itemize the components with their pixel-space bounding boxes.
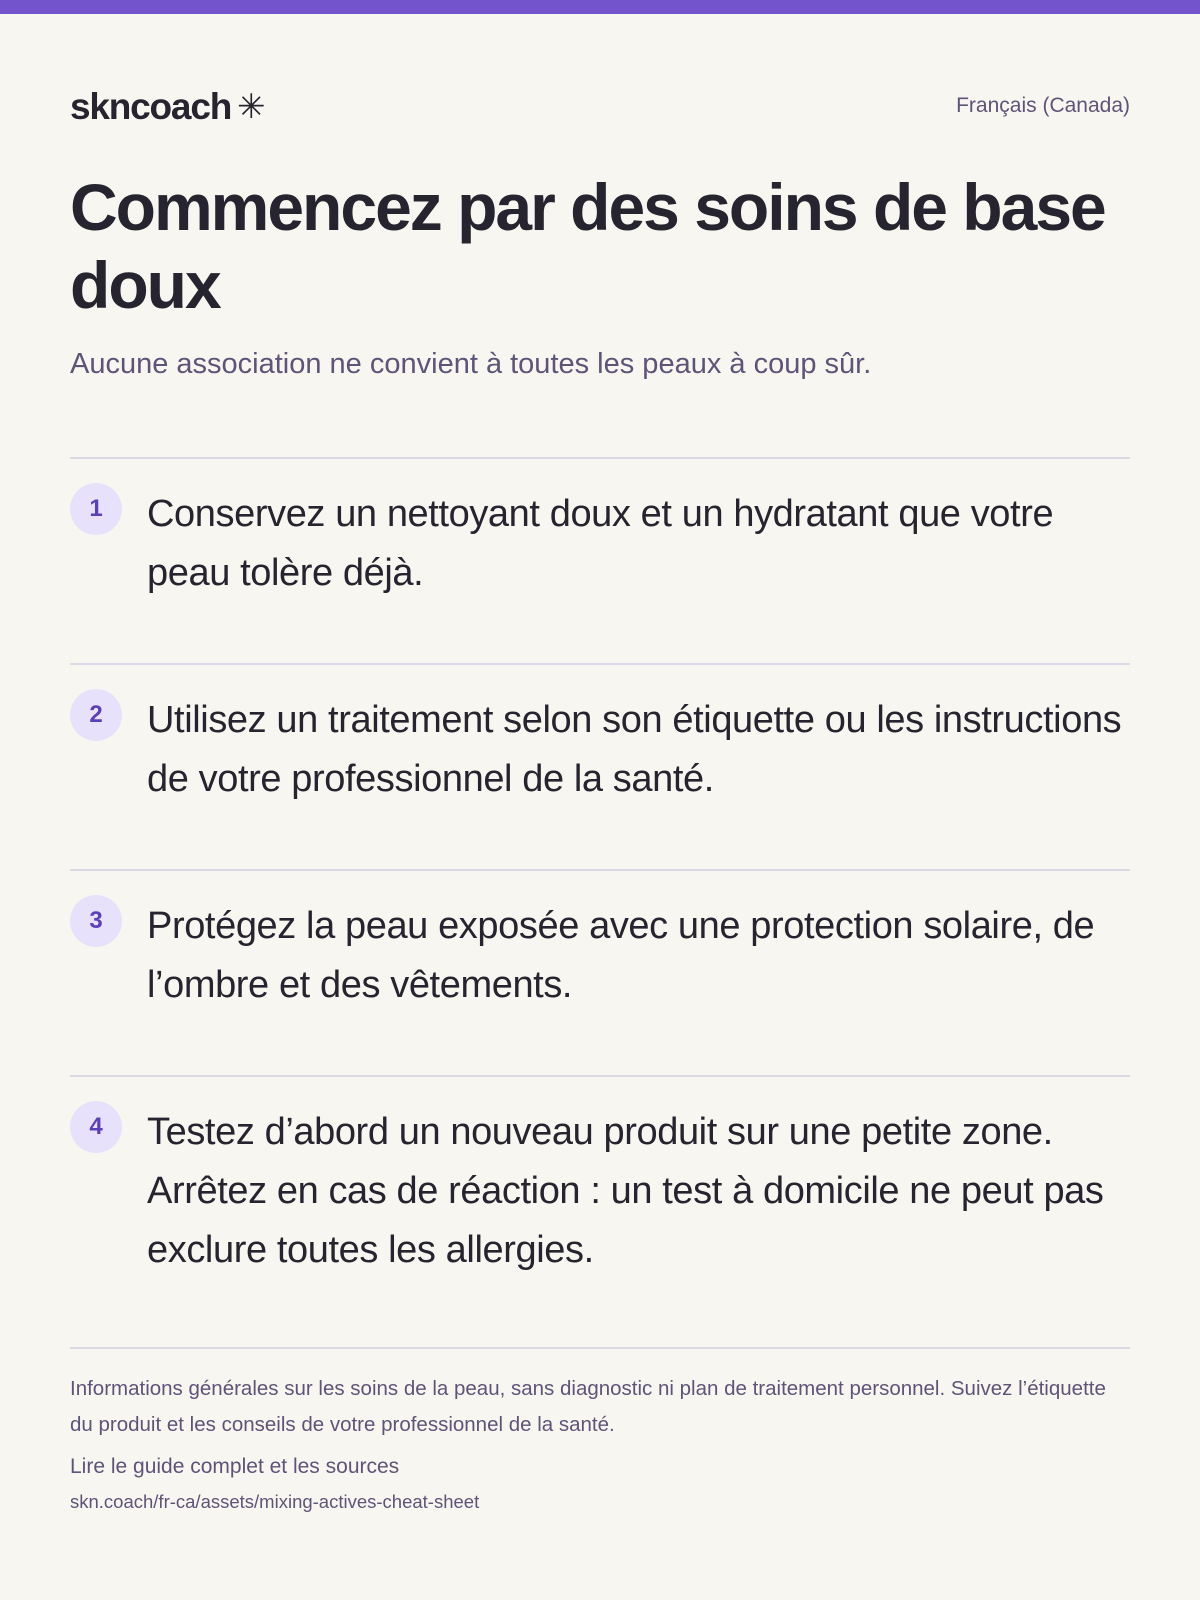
step-item bbox=[70, 869, 1130, 1075]
step-item bbox=[70, 457, 1130, 663]
step-text: Conservez un nettoyant doux et un hydratant que votre peau tolère déjà. bbox=[147, 493, 1054, 594]
steps-list bbox=[70, 457, 1130, 1343]
step-number-badge: 4 bbox=[70, 1101, 122, 1153]
language-selector[interactable]: Français (Canada) bbox=[956, 94, 1130, 117]
top-accent-bar bbox=[0, 0, 1200, 14]
page-title: Commencez par des soins de base doux bbox=[70, 170, 1105, 322]
footer bbox=[70, 1347, 1130, 1513]
step-text: Utilisez un traitement selon son étiquette ou les instructions de votre professionnel de la santé. bbox=[147, 699, 1122, 800]
brand-logo[interactable] bbox=[70, 86, 264, 128]
full-guide-link[interactable]: Lire le guide complet et les sources bbox=[70, 1455, 400, 1478]
disclaimer-text: Informations générales sur les soins de la peau, sans diagnostic ni plan de traitement personnel. Suivez l’étiquette du produit et les conseils de votre professionnel de la santé. bbox=[70, 1377, 1106, 1436]
step-text: Testez d’abord un nouveau produit sur une petite zone. Arrêtez en cas de réaction : un test à domicile ne peut pas exclure toutes les allergies. bbox=[147, 1111, 1104, 1271]
source-url: skn.coach/fr-ca/assets/mixing-actives-cheat-sheet bbox=[70, 1491, 480, 1512]
header bbox=[70, 86, 1130, 130]
step-item bbox=[70, 663, 1130, 869]
step-number-badge: 1 bbox=[70, 483, 122, 535]
brand-name: skncoach bbox=[70, 86, 232, 127]
step-text: Protégez la peau exposée avec une protection solaire, de l’ombre et des vêtements. bbox=[147, 905, 1095, 1006]
asterisk-icon: ✳ bbox=[237, 88, 265, 126]
step-item bbox=[70, 1075, 1130, 1343]
step-number-badge: 3 bbox=[70, 895, 122, 947]
page-subtitle: Aucune association ne convient à toutes les peaux à coup sûr. bbox=[70, 348, 872, 380]
step-number-badge: 2 bbox=[70, 689, 122, 741]
